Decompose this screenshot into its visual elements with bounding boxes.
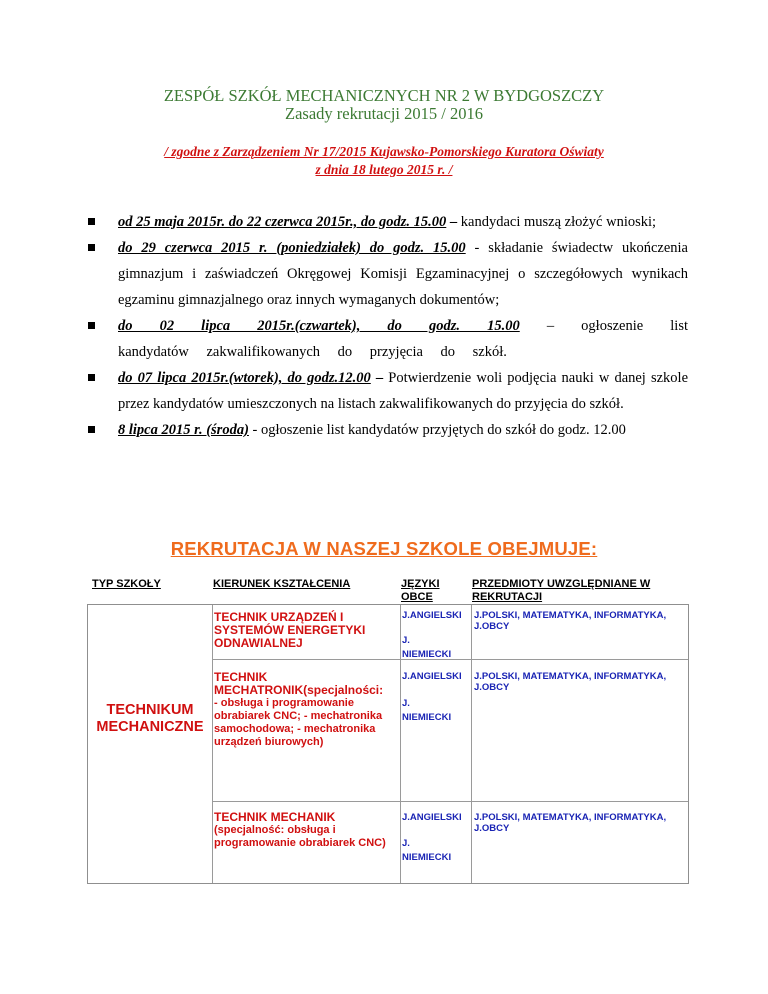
column-divider xyxy=(212,605,213,883)
schedule-date: 8 lipca 2015 r. (środa) xyxy=(118,422,249,438)
subjects-cell: J.POLSKI, MATEMATYKA, INFORMATYKA, J.OBCY xyxy=(474,812,667,834)
row-divider xyxy=(212,801,688,802)
language-primary: J.ANGIELSKI xyxy=(402,671,462,682)
schedule-text: ogłoszenie list kandydatów przyjętych do szkół do godz. 12.00 xyxy=(261,422,626,438)
table-row xyxy=(214,671,402,749)
school-type-cell: TECHNIKUM MECHANICZNE xyxy=(96,702,204,735)
table-row xyxy=(214,611,402,650)
recruitment-table xyxy=(87,574,687,882)
column-header-school-type: TYP SZKOŁY xyxy=(92,578,161,590)
direction-name: TECHNIK URZĄDZEŃ I SYSTEMÓW ENERGETYKI ODNAWIALNEJ xyxy=(214,610,366,650)
schedule-date: do 07 lipca 2015r.(wtorek), do godz.12.00 xyxy=(118,370,371,386)
language-secondary: J. NIEMIECKI xyxy=(402,635,452,660)
direction-name: TECHNIK MECHATRONIK(specjalności: xyxy=(214,670,384,697)
subjects-cell: J.POLSKI, MATEMATYKA, INFORMATYKA, J.OBCY xyxy=(474,671,667,693)
document-subtitle: Zasady rekrutacji 2015 / 2016 xyxy=(285,104,483,123)
schedule-separator: – xyxy=(370,370,389,386)
schedule-item xyxy=(88,235,688,313)
schedule-date: do 29 czerwca 2015 r. (poniedziałek) do godz. 15.00 xyxy=(118,240,466,256)
language-primary: J.ANGIELSKI xyxy=(402,812,462,823)
schedule-separator: - xyxy=(248,422,261,438)
schedule-text: Potwierdzenie woli podjęcia nauki w danej szkole przez kandydatów umieszczonych na listach zakwalifikowanych do przyjęcia do szkół. xyxy=(118,370,689,412)
section-heading: REKRUTACJA W NASZEJ SZKOLE OBEJMUJE: xyxy=(170,538,598,559)
schedule-text: składanie świadectw ukończenia gimnazjum i zaświadczeń Okręgowej Komisji Egzaminacyjnej o szczegółowych wynikach egzaminu gimnazjalnego oraz innych wymaganych dokumentów; xyxy=(118,240,688,308)
table-row xyxy=(214,811,402,850)
decree-reference-line-2: z dnia 18 lutego 2015 r. / xyxy=(315,162,453,177)
subjects-cell: J.POLSKI, MATEMATYKA, INFORMATYKA, J.OBCY xyxy=(474,610,667,632)
decree-reference-line-1: / zgodne z Zarządzeniem Nr 17/2015 Kujawsko-Pomorskiego Kuratora Oświaty xyxy=(164,144,604,159)
column-header-languages: JĘZYKI OBCE xyxy=(401,578,440,603)
document-title: ZESPÓŁ SZKÓŁ MECHANICZNYCH NR 2 W BYDGOSZCZY xyxy=(163,86,605,105)
direction-specialization: - obsługa i programowanie obrabiarek CNC; - mechatronika samochodowa; - mechatronika urządzeń biurowych) xyxy=(214,697,383,748)
schedule-item xyxy=(88,417,688,443)
schedule-separator: – xyxy=(446,214,461,230)
schedule-item xyxy=(88,209,688,235)
direction-specialization: (specjalność: obsługa i programowanie obrabiarek CNC) xyxy=(214,824,386,849)
schedule-date: od 25 maja 2015r. do 22 czerwca 2015r., do godz. 15.00 xyxy=(118,214,447,230)
schedule-text: ogłoszenie list kandydatów zakwalifikowanych do przyjęcia do szkół. xyxy=(118,318,688,360)
column-divider xyxy=(471,605,472,883)
square-bullet-icon xyxy=(88,244,95,251)
language-secondary: J. NIEMIECKI xyxy=(402,838,452,863)
language-secondary: J. NIEMIECKI xyxy=(402,698,452,723)
schedule-separator: - xyxy=(465,240,489,256)
square-bullet-icon xyxy=(88,426,95,433)
column-header-subjects: PRZEDMIOTY UWZGLĘDNIANE W REKRUTACJI xyxy=(472,578,651,603)
table-body xyxy=(87,604,689,884)
schedule-text: kandydaci muszą złożyć wnioski; xyxy=(460,214,657,230)
square-bullet-icon xyxy=(88,374,95,381)
schedule-item xyxy=(88,365,688,417)
schedule-date: do 02 lipca 2015r.(czwartek), do godz. 15.00 xyxy=(118,318,520,334)
recruitment-schedule-list xyxy=(88,209,688,443)
schedule-item xyxy=(88,313,688,365)
schedule-separator: – xyxy=(519,318,582,334)
column-header-direction: KIERUNEK KSZTAŁCENIA xyxy=(213,578,351,590)
square-bullet-icon xyxy=(88,218,95,225)
direction-name: TECHNIK MECHANIK xyxy=(214,810,336,824)
language-primary: J.ANGIELSKI xyxy=(402,610,462,621)
square-bullet-icon xyxy=(88,322,95,329)
